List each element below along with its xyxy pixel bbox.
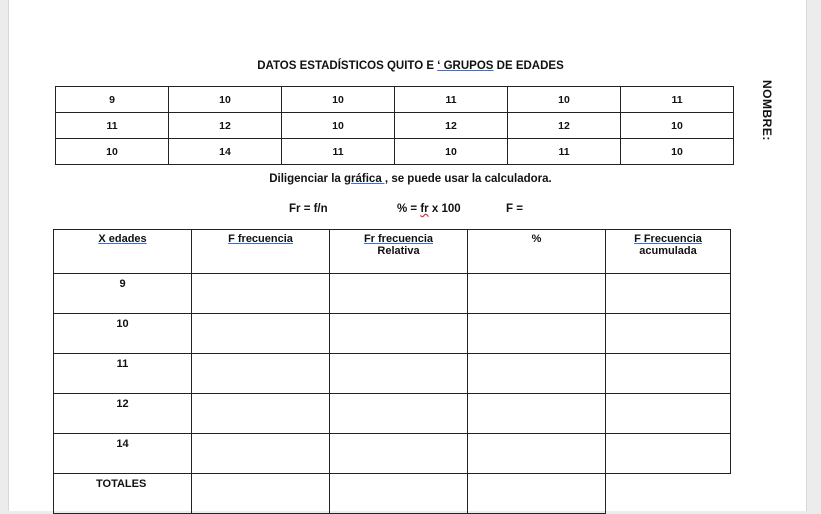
name-label: NOMBRE: [760, 80, 774, 141]
table-row [54, 274, 731, 314]
frequency-table [53, 229, 731, 514]
empty-cell[interactable] [606, 434, 731, 474]
empty-cell[interactable] [330, 434, 468, 474]
empty-cell[interactable] [330, 354, 468, 394]
data-cell: 11 [56, 113, 169, 139]
header-frecuencia-label: F frecuencia [228, 233, 293, 245]
header-row [54, 230, 731, 274]
instruction-text [0, 173, 821, 185]
data-cell: 9 [56, 87, 169, 113]
header-edades [54, 230, 192, 274]
empty-cell[interactable] [606, 394, 731, 434]
age-cell: 10 [54, 314, 192, 354]
title-suffix: DE EDADES [493, 60, 564, 72]
data-row [56, 113, 734, 139]
empty-cell[interactable] [468, 434, 606, 474]
data-cell: 14 [169, 139, 282, 165]
empty-cell[interactable] [468, 274, 606, 314]
data-cell: 10 [395, 139, 508, 165]
empty-cell[interactable] [468, 474, 606, 514]
empty-cell[interactable] [468, 354, 606, 394]
age-cell: 11 [54, 354, 192, 394]
data-row [56, 139, 734, 165]
document-title [0, 60, 821, 72]
instruction-prefix: Diligenciar la [269, 173, 345, 185]
empty-cell[interactable] [192, 474, 330, 514]
blank-cell [606, 474, 731, 514]
data-cell: 10 [56, 139, 169, 165]
table-row [54, 354, 731, 394]
totals-label: TOTALES [54, 474, 192, 514]
data-cell: 10 [169, 87, 282, 113]
header-fr-line1: Fr frecuencia [363, 233, 434, 245]
empty-cell[interactable] [606, 314, 731, 354]
header-frecuencia [192, 230, 330, 274]
data-cell: 12 [169, 113, 282, 139]
data-cell: 11 [621, 87, 734, 113]
age-cell: 9 [54, 274, 192, 314]
table-row [54, 314, 731, 354]
formula-percent-suffix: x 100 [428, 203, 461, 215]
header-frecuencia-relativa [330, 230, 468, 274]
table-row [54, 394, 731, 434]
header-fr-line2: Relativa [377, 245, 420, 257]
formula-percent [397, 203, 461, 215]
data-cell: 11 [395, 87, 508, 113]
header-percent: % [468, 230, 606, 274]
empty-cell[interactable] [192, 314, 330, 354]
header-fa-line1: F Frecuencia [634, 233, 702, 245]
instruction-suffix: se puede usar la calculadora. [388, 173, 552, 185]
empty-cell[interactable] [192, 354, 330, 394]
data-cell: 11 [282, 139, 395, 165]
empty-cell[interactable] [330, 394, 468, 434]
empty-cell[interactable] [468, 314, 606, 354]
data-cell: 10 [621, 139, 734, 165]
table-row [54, 434, 731, 474]
empty-cell[interactable] [330, 274, 468, 314]
data-cell: 11 [508, 139, 621, 165]
raw-data-table [55, 86, 734, 165]
header-edades-label: X edades [98, 233, 147, 245]
age-cell: 14 [54, 434, 192, 474]
formula-percent-mark: fr [420, 203, 429, 215]
empty-cell[interactable] [330, 314, 468, 354]
header-fa-line2: acumulada [639, 245, 697, 257]
empty-cell[interactable] [192, 274, 330, 314]
data-cell: 10 [282, 113, 395, 139]
title-mark: ‘ GRUPOS [437, 60, 494, 72]
data-cell: 12 [508, 113, 621, 139]
data-cell: 10 [508, 87, 621, 113]
instruction-link: gráfica , [344, 173, 389, 185]
data-row [56, 87, 734, 113]
empty-cell[interactable] [606, 274, 731, 314]
empty-cell[interactable] [192, 394, 330, 434]
empty-cell[interactable] [192, 434, 330, 474]
header-frecuencia-acumulada [606, 230, 731, 274]
title-prefix: DATOS ESTADÍSTICOS QUITO E [257, 60, 438, 72]
formula-fr: Fr = f/n [289, 203, 328, 215]
age-cell: 12 [54, 394, 192, 434]
empty-cell[interactable] [330, 474, 468, 514]
totals-row [54, 474, 731, 514]
data-cell: 10 [282, 87, 395, 113]
empty-cell[interactable] [468, 394, 606, 434]
empty-cell[interactable] [606, 354, 731, 394]
formula-f: F = [506, 203, 523, 215]
formula-percent-prefix: % = [397, 203, 421, 215]
data-cell: 12 [395, 113, 508, 139]
data-cell: 10 [621, 113, 734, 139]
